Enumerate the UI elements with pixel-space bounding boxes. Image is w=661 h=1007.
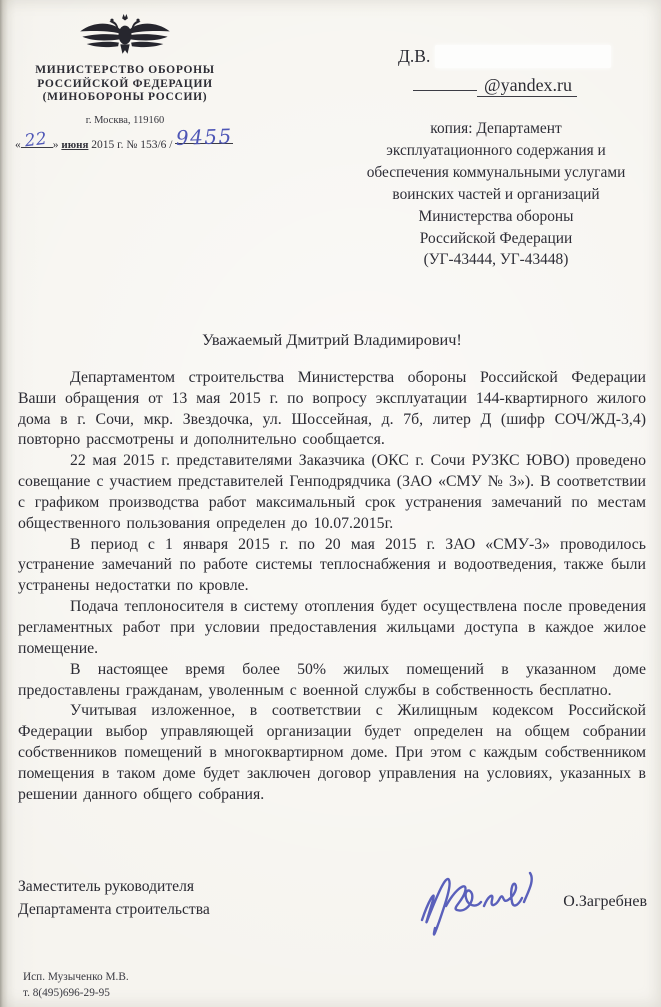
executor-phone: т. 8(495)696-29-95: [23, 986, 110, 999]
copy-recipient-block: [338, 118, 654, 271]
executor-name: Исп. Музыченко М.В.: [23, 971, 129, 983]
copy-recipient-line: обеспечения коммунальными услугами: [366, 163, 626, 181]
date-day-blank: [21, 128, 53, 152]
copy-recipient-line: (УГ-43444, УГ-43448): [423, 251, 569, 269]
executor-footer: [23, 970, 129, 1001]
org-name-line: (МИНОБОРОНЫ РОССИИ): [42, 91, 208, 104]
signature-block: [18, 876, 650, 971]
copy-recipient-line: копия: Департамент: [430, 120, 562, 137]
body-paragraph: Учитывая изложенное, в соответствии с Жилищным кодексом Российской Федерации выбор управляющей организации будет определен на общем собрании собственников помещений в многоквартирном доме. При этом с каждым собственником помещения в таком доме будет заключен договор управления на условиях, указанных в решении данного общего собрания.: [18, 702, 646, 803]
date-number-line: [15, 124, 234, 152]
body-paragraph: В настоящее время более 50% жилых помещений в указанном доме предоставлены гражданам, уволенным с военной службы в собственность бесплатно.: [18, 660, 646, 699]
handwritten-signature-icon: [408, 856, 548, 954]
signer-role-line: Департамента строительства: [18, 900, 210, 918]
signer-name: О.Загребнев: [563, 893, 647, 910]
handwritten-doc-number: 9455: [175, 124, 234, 150]
mod-emblem-eagle-icon: [78, 11, 172, 59]
org-address: г. Москва, 119160: [85, 114, 165, 126]
body-paragraph: В период с 1 января 2015 г. по 20 мая 2015 г. ЗАО «СМУ-3» проводилось устранение замечаний по работе системы теплоснабжения и водоотведения, также были устранены недостатки по кровле.: [18, 535, 646, 595]
salutation: Уважаемый Дмитрий Владимирович!: [202, 330, 462, 349]
org-name-line: РОССИЙСКОЙ ФЕДЕРАЦИИ: [37, 77, 213, 90]
quote-close: »: [52, 139, 59, 151]
quote-open: «: [15, 139, 21, 151]
recipient-initials: Д.В.: [398, 46, 431, 66]
handwritten-day: 22: [23, 128, 49, 152]
redacted-email-local-part: [413, 71, 477, 91]
date-month: июня: [61, 139, 89, 151]
redacted-name: [435, 45, 611, 68]
date-rest: 2015 г. № 153/6 /: [91, 139, 173, 151]
copy-recipient-line: воинских частей и организаций: [392, 185, 600, 203]
doc-number-blank: [175, 124, 234, 150]
copy-recipient-line: Российской Федерации: [419, 229, 573, 247]
copy-recipient-line: эксплуатационного содержания и: [386, 141, 606, 159]
copy-recipient-line: Министерства обороны: [418, 207, 574, 225]
body-paragraph: 22 мая 2015 г. представителями Заказчика (ОКС г. Сочи РУЗКС ЮВО) проведено совещание с участием представителей Генподрядчика (ЗАО «СМУ № 3»). В соответствии с графиком производства работ максимальный срок устранения замечаний по местам общественного пользования определен до 10.07.2015г.: [18, 452, 646, 532]
signer-role-line: Заместитель руководителя: [18, 878, 195, 895]
recipient-email-domain: @yandex.ru: [477, 75, 577, 97]
letter-body: [18, 330, 646, 806]
recipient-block: [340, 45, 652, 96]
org-name-line: МИНИСТЕРСТВО ОБОРОНЫ: [35, 64, 215, 76]
letterhead: [25, 11, 225, 126]
body-paragraph: Подача теплоносителя в систему отопления будет осуществлена после проведения регламентных работ при условии предоставления жильцами доступа в каждое жилое помещение.: [18, 598, 646, 657]
recipient-email-line: [413, 71, 652, 96]
recipient-name-line: [398, 45, 652, 68]
body-paragraph: Департаментом строительства Министерства обороны Российской Федерации Ваши обращения от 13 мая 2015 г. по вопросу эксплуатации 144-квартирного жилого дома в г. Сочи, мкр. Звездочка, ул. Шоссейная, д. 7б, литер Д (шифр СОЧ/ЖД-3,4) повторно рассмотрены и дополнительно сообщается.: [18, 368, 646, 449]
